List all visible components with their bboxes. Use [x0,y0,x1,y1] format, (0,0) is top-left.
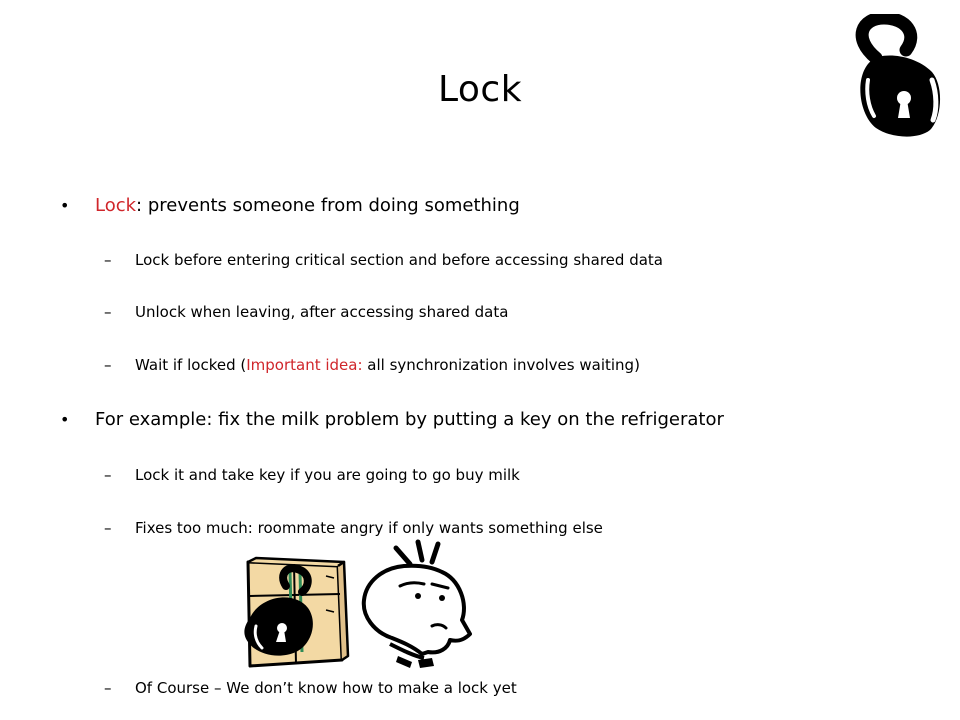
important-idea-highlight: Important idea: [246,356,363,374]
angry-roommate-icon [352,538,478,670]
bullet-text [95,194,520,218]
bullet-marker: • [60,196,70,215]
text-post: all synchronization involves waiting) [362,356,640,374]
padlock-icon [836,14,946,140]
sub-bullet-marker: – [104,303,112,321]
sub-bullet-text [135,355,640,375]
text-pre: Wait if locked ( [135,356,247,374]
sub-bullet-text: Unlock when leaving, after accessing shared data [135,303,509,321]
bullet-text: For example: fix the milk problem by putting a key on the refrigerator [95,409,724,430]
bullet-text-rest: : prevents someone from doing something [136,195,520,216]
sub-bullet-marker: – [104,356,112,374]
sub-bullet-text: Fixes too much: roommate angry if only wants something else [135,519,603,537]
sub-bullet-text: Of Course – We don’t know how to make a lock yet [135,679,517,697]
keyword-lock: Lock [95,195,137,216]
bullet-marker: • [60,410,70,429]
sub-bullet-text: Lock it and take key if you are going to go buy milk [135,466,520,484]
sub-bullet-marker: – [104,679,112,697]
sub-bullet-marker: – [104,519,112,537]
slide-title: Lock [437,69,523,110]
sub-bullet-marker: – [104,466,112,484]
locked-refrigerator-icon [238,556,350,670]
sub-bullet-text: Lock before entering critical section and before accessing shared data [135,251,663,269]
sub-bullet-marker: – [104,251,112,269]
